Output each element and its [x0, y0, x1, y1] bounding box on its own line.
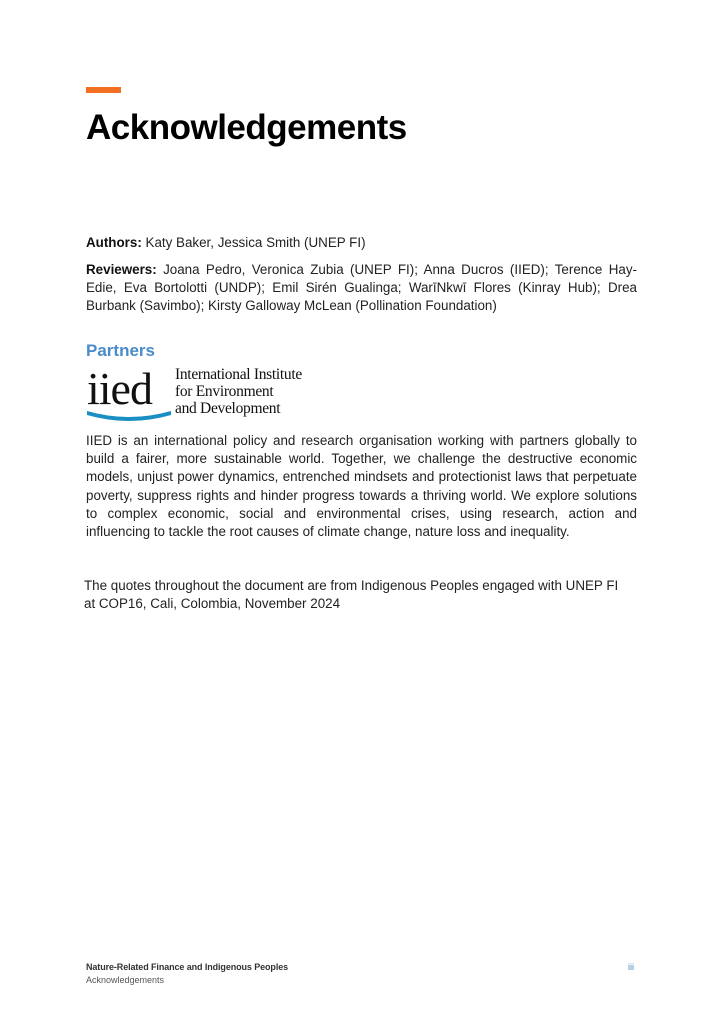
iied-name-line: and Development [175, 400, 281, 417]
footer-section-name: Acknowledgements [86, 975, 165, 985]
iied-logo [86, 365, 346, 425]
title-accent-bar [86, 87, 121, 93]
page-title: Acknowledgements [86, 108, 407, 147]
authors-line [86, 234, 637, 252]
iied-wordmark: iied [87, 365, 152, 414]
partners-heading: Partners [86, 341, 155, 360]
page-number: iii [628, 962, 634, 972]
authors-label: Authors: [86, 235, 142, 250]
reviewers-line [86, 261, 637, 315]
reviewers-label: Reviewers: [86, 262, 157, 277]
authors-text: Katy Baker, Jessica Smith (UNEP FI) [141, 235, 366, 250]
credits-section [86, 234, 637, 324]
iied-description: IIED is an international policy and research organisation working with partners globally to build a fairer, more sustainable world. Together, we challenge the destructive economic models, unjust power dynamics, entrenched mindsets and protectionist laws that perpetuate poverty, suppress rights and hinder progress towards a thriving world. We explore solutions to complex economic, social and environmental crises, using research, action and influencing to tackle the root causes of climate change, nature loss and inequality. [86, 433, 637, 540]
quote-note: The quotes throughout the document are from Indigenous Peoples engaged with UNEP FI at COP16, Cali, Colombia, November 2024 [84, 578, 619, 611]
iied-name [175, 366, 302, 417]
footer-document-title: Nature-Related Finance and Indigenous Peoples [86, 962, 289, 972]
iied-name-line: for Environment [175, 383, 274, 400]
iied-logo-mark-icon [86, 365, 172, 423]
iied-name-line: International Institute [175, 366, 302, 383]
reviewers-text: Joana Pedro, Veronica Zubia (UNEP FI); Anna Ducros (IIED); Terence Hay-Edie, Eva Bortolotti (UNDP); Emil Sirén Gualinga; WarīNkwī Flores (Kinray Hub); Drea Burbank (Savimbo); Kirsty Galloway McLean (Pollination Foundation) [86, 262, 637, 313]
